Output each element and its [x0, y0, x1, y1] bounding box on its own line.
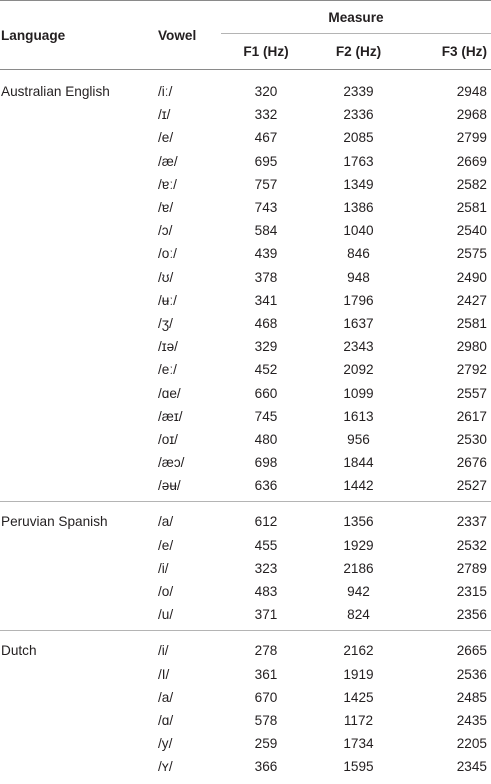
- f1-cell: 660: [254, 385, 278, 401]
- table-row: [0, 603, 491, 631]
- f1-cell: 745: [254, 408, 278, 424]
- table-row: [0, 70, 491, 104]
- language-cell: [0, 289, 158, 312]
- f2-cell: 942: [347, 584, 370, 600]
- f3-cell: 2617: [456, 408, 487, 424]
- language-cell: Australian English: [1, 84, 110, 100]
- f1-cell: 439: [254, 246, 278, 262]
- language-group: [0, 502, 491, 631]
- f2-cell: 1844: [343, 455, 374, 471]
- table-row: [0, 242, 491, 265]
- table-row: [0, 312, 491, 335]
- f3-cell: 2557: [456, 385, 487, 401]
- vowel-cell: /ɐː/: [158, 176, 177, 192]
- header-f2: F2 (Hz): [335, 44, 382, 59]
- f3-cell: 2337: [456, 514, 487, 530]
- table-header: [0, 1, 491, 70]
- table-row: [0, 631, 491, 663]
- f2-cell: 948: [347, 269, 370, 285]
- f1-cell: 341: [254, 292, 278, 308]
- language-cell: [0, 474, 158, 502]
- f1-cell: 636: [254, 478, 278, 494]
- f2-cell: 1386: [343, 200, 374, 216]
- f3-cell: 2669: [456, 153, 487, 169]
- table-row: [0, 686, 491, 709]
- f2-cell: 824: [347, 607, 370, 623]
- f2-cell: 1613: [343, 408, 374, 424]
- f3-cell: 2427: [456, 292, 487, 308]
- vowel-cell: /ʊ/: [158, 269, 174, 285]
- table-row: [0, 103, 491, 126]
- language-cell: [0, 663, 158, 686]
- f1-cell: 278: [254, 643, 278, 659]
- language-cell: [0, 196, 158, 219]
- f2-cell: 1595: [343, 759, 374, 775]
- f3-cell: 2315: [456, 584, 487, 600]
- f1-cell: 670: [254, 689, 278, 705]
- language-cell: [0, 405, 158, 428]
- f1-cell: 455: [254, 537, 278, 553]
- table-row: [0, 335, 491, 358]
- language-cell: Peruvian Spanish: [1, 514, 108, 530]
- f1-cell: 467: [254, 130, 278, 146]
- language-cell: [0, 451, 158, 474]
- language-cell: [0, 755, 158, 782]
- f2-cell: 1929: [343, 537, 374, 553]
- vowel-cell: /ɑe/: [158, 385, 181, 401]
- f2-cell: 1919: [343, 666, 374, 682]
- table-row: [0, 358, 491, 381]
- table-row: [0, 196, 491, 219]
- table-row: [0, 173, 491, 196]
- f1-cell: 578: [254, 712, 278, 728]
- f3-cell: 2980: [456, 339, 487, 355]
- vowel-cell: /i/: [158, 643, 169, 659]
- language-cell: [0, 103, 158, 126]
- f2-cell: 1442: [343, 478, 374, 494]
- f3-cell: 2665: [456, 643, 487, 659]
- f1-cell: 743: [254, 200, 278, 216]
- header-f3: F3 (Hz): [441, 44, 487, 59]
- f2-cell: 2162: [343, 643, 374, 659]
- f3-cell: 2532: [456, 537, 487, 553]
- f2-cell: 1734: [343, 736, 374, 752]
- f1-cell: 695: [254, 153, 278, 169]
- language-cell: [0, 173, 158, 196]
- table-row: [0, 428, 491, 451]
- vowel-cell: /æɔ/: [158, 455, 185, 471]
- f2-cell: 1099: [343, 385, 374, 401]
- f3-cell: 2799: [456, 130, 487, 146]
- vowel-cell: /iː/: [158, 84, 173, 100]
- f2-cell: 1349: [343, 176, 374, 192]
- f3-cell: 2345: [456, 759, 487, 775]
- f1-cell: 483: [254, 584, 278, 600]
- vowel-cell: /ʒ/: [158, 315, 173, 331]
- table-row: [0, 126, 491, 149]
- table-row: [0, 755, 491, 782]
- f1-cell: 371: [254, 607, 278, 623]
- table-row: [0, 289, 491, 312]
- language-cell: [0, 242, 158, 265]
- f2-cell: 1796: [343, 292, 374, 308]
- f2-cell: 2092: [343, 362, 374, 378]
- language-cell: [0, 603, 158, 631]
- f3-cell: 2575: [456, 246, 487, 262]
- f1-cell: 480: [254, 431, 278, 447]
- language-cell: [0, 580, 158, 603]
- table-row: [0, 405, 491, 428]
- f2-cell: 1637: [343, 315, 374, 331]
- f1-cell: 612: [254, 514, 278, 530]
- f2-cell: 1763: [343, 153, 374, 169]
- table-row: [0, 557, 491, 580]
- f2-cell: 1356: [343, 514, 374, 530]
- table-row: [0, 580, 491, 603]
- vowel-cell: /ɔ/: [158, 223, 173, 239]
- f2-cell: 1425: [343, 689, 374, 705]
- f3-cell: 2530: [456, 431, 487, 447]
- vowel-cell: /əʉ/: [158, 478, 181, 494]
- vowel-cell: /eː/: [158, 362, 177, 378]
- table-row: [0, 219, 491, 242]
- vowel-cell: /oɪ/: [158, 431, 178, 447]
- vowel-cell: /e/: [158, 130, 174, 146]
- f1-cell: 329: [254, 339, 278, 355]
- f2-cell: 2336: [343, 107, 374, 123]
- vowel-cell: /æ/: [158, 153, 178, 169]
- table-row: [0, 451, 491, 474]
- f3-cell: 2581: [456, 315, 487, 331]
- language-cell: [0, 732, 158, 755]
- f3-cell: 2527: [456, 478, 487, 494]
- vowel-cell: /ɐ/: [158, 200, 174, 216]
- vowel-cell: /oː/: [158, 246, 177, 262]
- f3-cell: 2948: [456, 84, 487, 100]
- f1-cell: 468: [254, 315, 278, 331]
- f3-cell: 2792: [456, 362, 487, 378]
- f3-cell: 2485: [456, 689, 487, 705]
- header-language: Language: [1, 27, 66, 43]
- language-cell: [0, 534, 158, 557]
- language-group: [0, 631, 491, 783]
- f1-cell: 361: [254, 666, 278, 682]
- language-cell: [0, 335, 158, 358]
- f1-cell: 698: [254, 455, 278, 471]
- f1-cell: 332: [254, 107, 278, 123]
- f2-cell: 2343: [343, 339, 374, 355]
- vowel-cell: /a/: [158, 689, 174, 705]
- table-row: [0, 150, 491, 173]
- vowel-cell: /ɑ/: [158, 712, 174, 728]
- vowel-cell: /e/: [158, 537, 174, 553]
- table-row: [0, 709, 491, 732]
- f1-cell: 584: [254, 223, 278, 239]
- f1-cell: 320: [254, 84, 278, 100]
- vowel-cell: /ʏ/: [158, 759, 173, 775]
- table-row: [0, 534, 491, 557]
- f1-cell: 452: [254, 362, 278, 378]
- f2-cell: 1040: [343, 223, 374, 239]
- vowel-cell: /i/: [158, 560, 169, 576]
- table-row: [0, 474, 491, 502]
- f1-cell: 378: [254, 269, 278, 285]
- header-vowel: Vowel: [158, 27, 197, 43]
- header-f1: F1 (Hz): [243, 44, 289, 59]
- language-cell: [0, 150, 158, 173]
- header-measure: Measure: [221, 1, 491, 34]
- f3-cell: 2582: [456, 176, 487, 192]
- vowel-cell: /æɪ/: [158, 408, 183, 424]
- vowel-cell: /I/: [158, 666, 170, 682]
- language-cell: [0, 219, 158, 242]
- table-row: [0, 663, 491, 686]
- f1-cell: 323: [254, 560, 278, 576]
- language-cell: [0, 266, 158, 289]
- f2-cell: 846: [347, 246, 370, 262]
- table-row: [0, 732, 491, 755]
- language-group: [0, 70, 491, 502]
- table-row: [0, 266, 491, 289]
- f3-cell: 2789: [456, 560, 487, 576]
- f3-cell: 2536: [456, 666, 487, 682]
- language-cell: [0, 686, 158, 709]
- f3-cell: 2205: [456, 736, 487, 752]
- vowel-cell: /o/: [158, 584, 174, 600]
- f3-cell: 2490: [456, 269, 487, 285]
- f2-cell: 2085: [343, 130, 374, 146]
- table-row: [0, 502, 491, 534]
- language-cell: [0, 358, 158, 381]
- f1-cell: 757: [254, 176, 278, 192]
- f2-cell: 1172: [343, 712, 374, 728]
- language-cell: [0, 381, 158, 404]
- table-row: [0, 381, 491, 404]
- f1-cell: 259: [254, 736, 278, 752]
- vowel-cell: /y/: [158, 736, 173, 752]
- vowel-cell: /a/: [158, 514, 174, 530]
- f3-cell: 2540: [456, 223, 487, 239]
- f3-cell: 2676: [456, 455, 487, 471]
- f1-cell: 366: [254, 759, 278, 775]
- language-cell: [0, 709, 158, 732]
- vowel-cell: /ɪə/: [158, 339, 178, 355]
- vowel-cell: /ʉː/: [158, 292, 177, 308]
- f3-cell: 2581: [456, 200, 487, 216]
- language-cell: Dutch: [1, 643, 37, 659]
- vowel-cell: /ɪ/: [158, 107, 171, 123]
- language-cell: [0, 557, 158, 580]
- language-cell: [0, 126, 158, 149]
- f3-cell: 2356: [456, 607, 487, 623]
- language-cell: [0, 312, 158, 335]
- f3-cell: 2435: [456, 712, 487, 728]
- f2-cell: 2339: [343, 84, 374, 100]
- f2-cell: 956: [347, 431, 370, 447]
- language-cell: [0, 428, 158, 451]
- f2-cell: 2186: [343, 560, 374, 576]
- vowel-cell: /u/: [158, 607, 174, 623]
- f3-cell: 2968: [456, 107, 487, 123]
